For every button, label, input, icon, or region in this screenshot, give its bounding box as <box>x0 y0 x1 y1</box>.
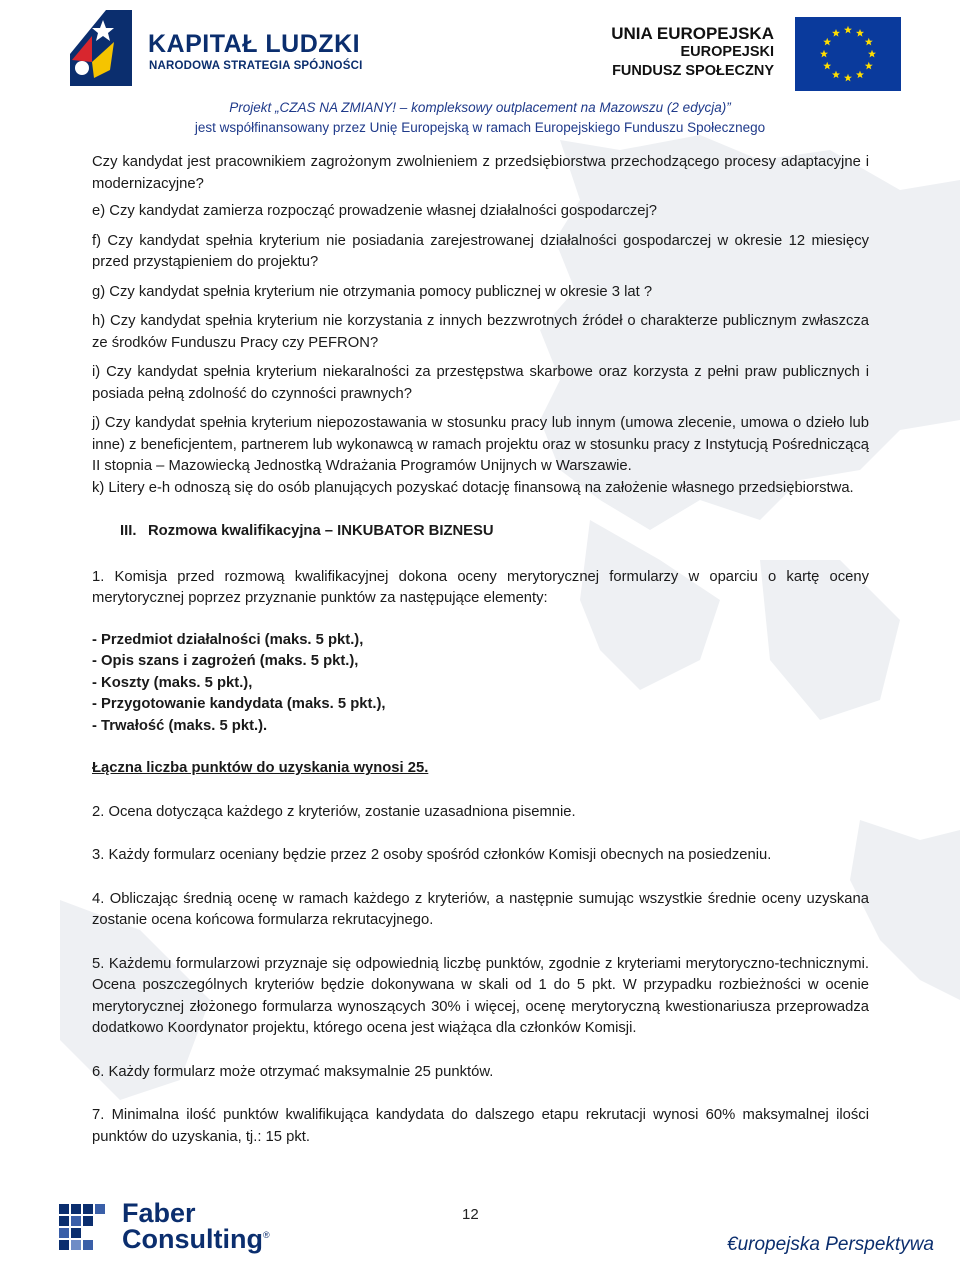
paragraph-i: i) Czy kandydat spełnia kryterium niekaralności za przestępstwa skarbowe oraz korzysta z pełni praw publicznych i posiada pełną zdolność do czynności prawnych? <box>92 364 869 402</box>
paragraph-4: 4. Obliczając średnią ocenę w ramach każdego z kryteriów, a następnie sumując wszystkie średnie oceny uzyskana zostanie ocena końcowa formularza rekrutacyjnego. <box>92 890 869 929</box>
kapital-ludzki-title: KAPITAŁ LUDZKI <box>148 30 361 58</box>
list-item: - Przedmiot działalności (maks. 5 pkt.), <box>92 631 364 648</box>
paragraph-2: 2. Ocena dotycząca każdego z kryteriów, zostanie uzasadniona pisemnie. <box>92 803 576 820</box>
paragraph-5: 5. Każdemu formularzowi przyznaje się odpowiednią liczbę punktów, zgodnie z kryteriami merytoryczno-technicznymi. Ocena poszczególnych kryteriów będzie dokonywana w skali od 1 do 5 pkt. W przypadku rozbieżności w ocenie merytorycznej złożonego formularza wynoszących 30% i więcej, ocenę merytoryczną kwestionariusza przeprowadza dodatkowo Koordynator projektu, którego ocena jest wiążąca dla członków Komisji. <box>92 955 869 1037</box>
document-body <box>92 152 869 1148</box>
criteria-list <box>92 630 869 738</box>
paragraph-1: 1. Komisja przed rozmową kwalifikacyjnej dokona oceny merytorycznej formularzy w oparciu o kartę oceny merytorycznej poprzez przyznanie punktów za następujące elementy: <box>92 568 869 606</box>
section-heading <box>92 521 869 543</box>
list-item: - Koszty (maks. 5 pkt.), <box>92 674 253 691</box>
efs-label-line1: EUROPEJSKI <box>680 44 774 60</box>
paragraph-3: 3. Każdy formularz oceniany będzie przez 2 osoby spośród członków Komisji obecnych na posiedzeniu. <box>92 847 772 864</box>
europejska-perspektywa-logo: €uropejska Perspektywa <box>727 1234 934 1255</box>
page-header <box>0 0 960 145</box>
project-cofinancing-note: jest współfinansowany przez Unię Europejską w ramach Europejskiego Funduszu Społecznego <box>194 120 766 135</box>
project-title: Projekt „CZAS NA ZMIANY! – kompleksowy outplacement na Mazowszu (2 edycja)” <box>229 100 731 115</box>
list-item: - Przygotowanie kandydata (maks. 5 pkt.), <box>92 696 386 713</box>
consulting-logo-text: Consulting® <box>122 1224 270 1254</box>
kapital-ludzki-subtitle: NARODOWA STRATEGIA SPÓJNOŚCI <box>149 60 363 72</box>
eu-flag-icon <box>795 17 901 91</box>
list-item: - Trwałość (maks. 5 pkt.). <box>92 717 268 734</box>
section-number: III. <box>120 523 137 539</box>
paragraph-f: f) Czy kandydat spełnia kryterium nie posiadania zarejestrowanej działalności gospodarczej w okresie 12 miesięcy przed przystąpieniem do projektu? <box>92 232 869 270</box>
paragraph-e: e) Czy kandydat zamierza rozpocząć prowadzenie własnej działalności gospodarczej? <box>92 203 658 219</box>
paragraph-h: h) Czy kandydat spełnia kryterium nie korzystania z innych bezzwrotnych źródeł o charakterze publicznym zwłaszcza ze środków Funduszu Pracy czy PEFRON? <box>92 313 869 351</box>
total-points-note: Łączna liczba punktów do uzyskania wynosi 25. <box>92 760 429 777</box>
faber-consulting-logo-icon <box>53 1200 117 1254</box>
paragraph-g: g) Czy kandydat spełnia kryterium nie otrzymania pomocy publicznej w okresie 3 lat ? <box>92 283 653 300</box>
paragraph-k: k) Litery e-h odnoszą się do osób planujących pozyskać dotację finansową na założenie własnego przedsiębiorstwa. <box>92 479 854 496</box>
faber-logo-text: Faber <box>122 1198 196 1228</box>
paragraph-d: Czy kandydat jest pracownikiem zagrożonym zwolnieniem z przedsiębiorstwa przechodzącego procesy adaptacyjne i modernizacyjne? <box>92 154 869 192</box>
efs-label-line2: FUNDUSZ SPOŁECZNY <box>612 63 774 79</box>
page-number: 12 <box>462 1206 479 1223</box>
paragraph-j: j) Czy kandydat spełnia kryterium niepozostawania w stosunku pracy lub innym (umowa zlecenie, umowa o dzieło lub inne) z beneficjentem, partnerem lub wykonawcą w ramach projektu oraz w stosunku pracy z Instytucją Pośredniczącą II stopnia – Mazowiecką Jednostką Wdrażania Programów Unijnych w Warszawie. <box>92 415 869 474</box>
list-item: - Opis szans i zagrożeń (maks. 5 pkt.), <box>92 653 359 670</box>
ue-label: UNIA EUROPEJSKA <box>611 24 774 43</box>
kapital-ludzki-logo-icon <box>70 6 150 86</box>
section-title: Rozmowa kwalifikacyjna – INKUBATOR BIZNESU <box>148 523 494 539</box>
paragraph-7: 7. Minimalna ilość punktów kwalifikująca kandydata do dalszego etapu rekrutacji wynosi 60% maksymalnej ilości punktów do uzyskania, tj.: 15 pkt. <box>92 1107 869 1145</box>
paragraph-6: 6. Każdy formularz może otrzymać maksymalnie 25 punktów. <box>92 1063 494 1080</box>
